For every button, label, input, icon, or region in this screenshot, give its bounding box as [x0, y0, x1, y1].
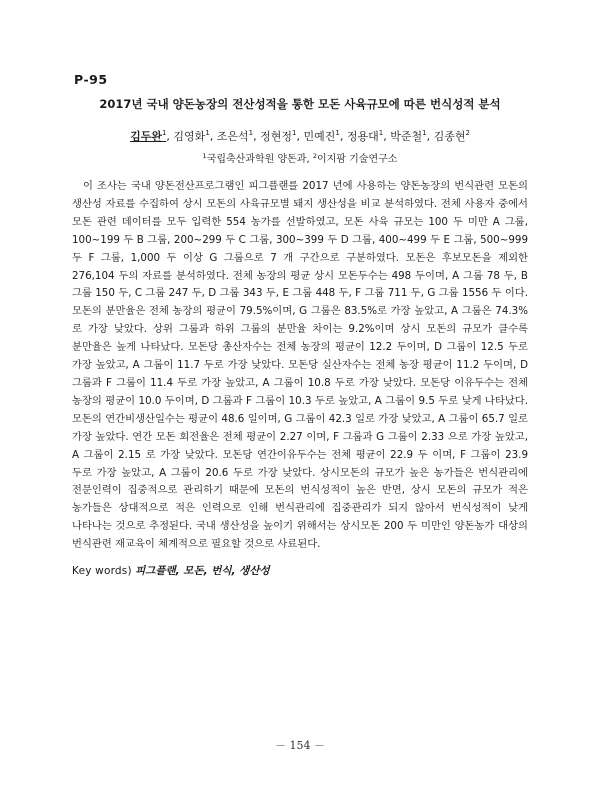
affiliations: $^1$국립축산과학원 양돈과, $^2$이지팜 기술연구소 — [202, 152, 398, 165]
keywords-label: Key words) — [72, 565, 132, 577]
author-4: 정현정$^1$ — [260, 129, 297, 143]
author-8: 김종현$^2$ — [433, 129, 470, 143]
author-2: 김영화$^1$ — [173, 129, 210, 143]
poster-code: P-95 — [74, 72, 108, 87]
abstract-body: 이 조사는 국내 양돈전산프로그램인 피그플랜를 2017 년에 사용하는 양돈농장의 번식관련 모돈의 생산성 자료를 수집하여 상시 모돈의 사육규모별 돼지 생산성을 비교 분석하였다. 전체 사용자 중에서 모돈 관련 데이터를 모두 입력한 554 농가를 선발하였고, 모돈 사육 규모는 100 두 미만 A 그룹, 100~199 두 B 그룹, 200~299 두 C 그룹, 300~399 두 D 그룹, 400~499 두 E 그룹, 500~999 두 F 그룹, 1,000 두 이상 G 그룹으로 7 개 구간으로 구분하였다. 모돈은 후보모돈을 제외한 276,104 두의 자료를 분석하였다. 전체 농장의 평균 상시 모돈두수는 498 두이며, A 그룹 78 두, B 그룹 150 두, C 그룹 247 두, D 그룹 343 두, E 그룹 448 두, F 그룹 711 두, G 그룹 1556 두 이다. 모돈의 분만율은 전체 농장의 평균이 79.5%이며, G 그룹은 83.5%로 가장 높았고, A 그룹은 74.3%로 가장 낮았다. 상위 그룹과 하위 그룹의 분만율 차이는 9.2%이며 상시 모돈의 규모가 클수록 분만율은 높게 나타났다. 모돈당 총산자수는 전체 농장의 평균이 12.2 두이며, D 그룹이 12.5 두로 가장 높았고, A 그룹이 11.7 두로 가장 낮았다. 모돈당 실산자수는 전체 농장 평균이 11.2 두이며, D 그룹과 F 그룹이 11.4 두로 가장 높았고, A 그룹이 10.8 두로 가장 낮았다. 모돈당 이유두수는 전체 농장의 평균이 10.0 두이며, D 그룹과 F 그룹이 10.3 두로 높았고, A 그룹이 9.5 두로 낮게 나타났다. 모돈의 연간비생산일수는 평균이 48.6 일이며, G 그룹이 42.3 일로 가장 낮았고, A 그룹이 65.7 일로 가장 높았다. 연간 모돈 회전율은 전체 평균이 2.27 이며, F 그룹과 G 그룹이 2.33 으로 가장 높았고, A 그룹이 2.15 로 가장 낮았다. 모돈당 연간이유두수는 전체 평균이 22.9 두 이며, F 그룹이 23.9 두로 가장 높았고, A 그룹이 20.6 두로 가장 낮았다. 상시모돈의 규모가 높은 농가들은 번식관리에 전문인력이 집중적으로 관리하기 때문에 모돈의 번식성적이 높은 반면, 상시 모돈의 규모가 적은 농가들은 상대적으로 적은 인력으로 인해 번식관리에 집중관리가 되지 않아서 번식성적이 낮게 나타나는 것으로 추정된다. 국내 생산성을 높이기 위해서는 상시모돈 200 두 미만인 양돈농가 대상의 번식관련 재교육이 체계적으로 필요할 것으로 사료된다. — [72, 180, 528, 551]
author-1: 김두완$^1$ — [130, 129, 167, 143]
affiliation-2: 이지팜 기술연구소 — [316, 154, 398, 165]
keywords-line — [72, 563, 270, 578]
author-3: 조은석$^1$ — [216, 129, 254, 143]
author-list: 김두완$^1$, 김영화$^1$, 조은석$^1$, 정현정$^1$, 민예진$^1$, 정용대$^1$, 박준철$^1$, 김종현$^2$ — [130, 129, 470, 143]
author-5: 민예진$^1$ — [303, 129, 340, 143]
author-7: 박준철$^1$ — [390, 129, 427, 143]
paper-title: 2017년 국내 양돈농장의 전산성적을 통한 모돈 사육규모에 따른 번식성적 분석 — [99, 97, 501, 111]
author-6: 정용대$^1$ — [346, 129, 384, 143]
page-number: － 154 － — [275, 739, 325, 752]
keywords-values: 피그플랜, 모돈, 번식, 생산성 — [135, 565, 270, 577]
affiliation-1: 국립축산과학원 양돈과, — [206, 154, 310, 165]
